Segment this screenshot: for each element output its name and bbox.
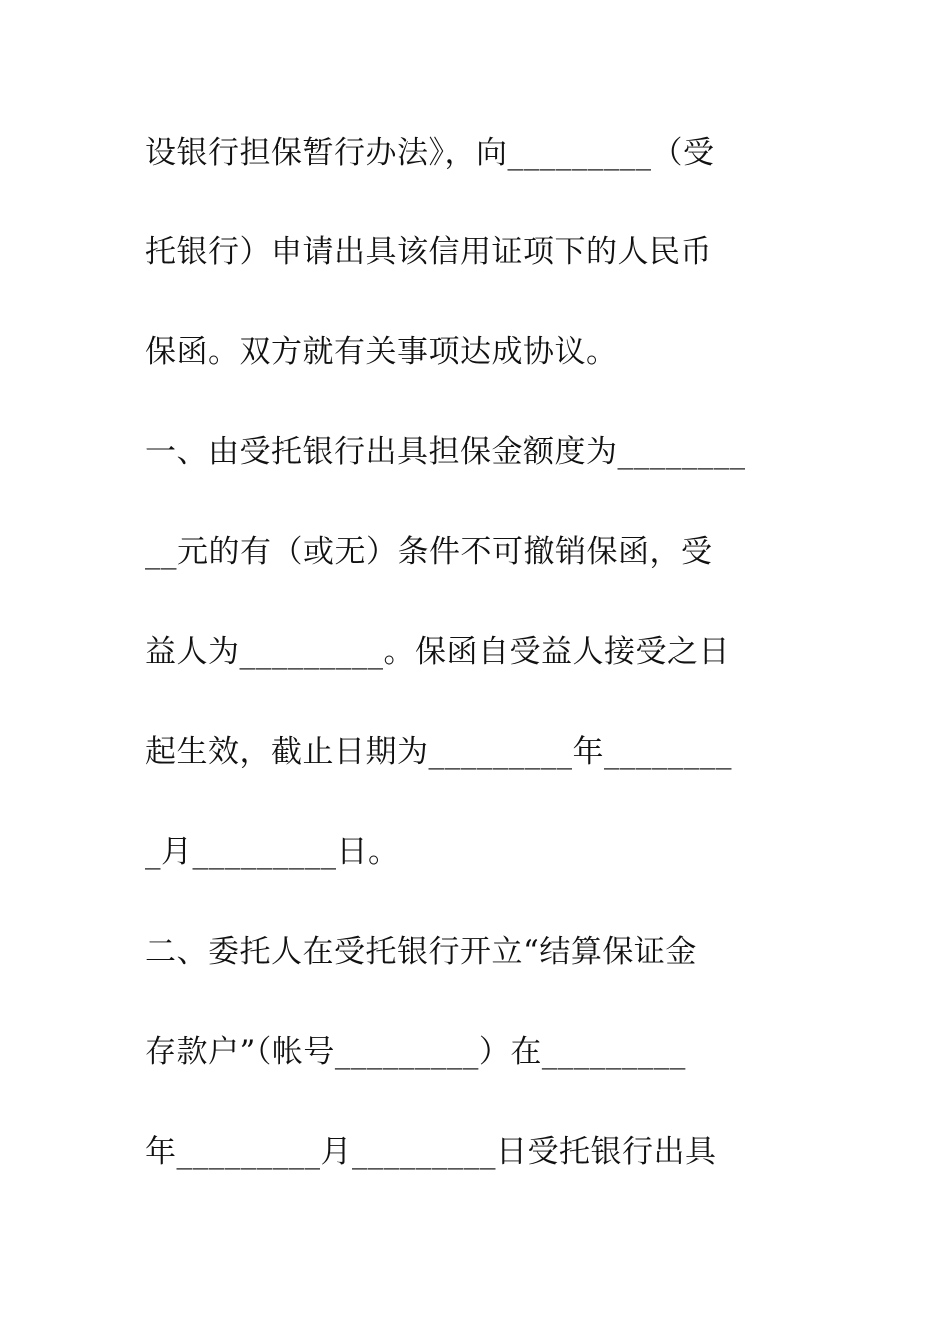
clause-2-line-1: 二、委托人在受托银行开立“结算保证金 [145,934,697,970]
clause-1-line-1: 一、由受托银行出具担保金额度为________ [145,434,746,470]
clause-1-line-5: _月_________日。 [145,834,400,870]
clause-2-line-2: 存款户”（帐号_________）在_________ [145,1034,686,1070]
clause-1-line-3: 益人为_________。保函自受益人接受之日 [145,634,730,670]
clause-2-line-3: 年_________月_________日受托银行出具 [145,1134,717,1170]
paragraph-line-3: 保函。双方就有关事项达成协议。 [145,334,618,370]
paragraph-line-2: 托银行）申请出具该信用证项下的人民币 [145,234,712,270]
paragraph-line-1: 设银行担保暂行办法》，向_________（受 [145,135,715,171]
clause-1-line-4: 起生效，截止日期为_________年________ [145,734,732,770]
clause-1-line-2: __元的有（或无）条件不可撤销保函，受 [145,534,713,570]
